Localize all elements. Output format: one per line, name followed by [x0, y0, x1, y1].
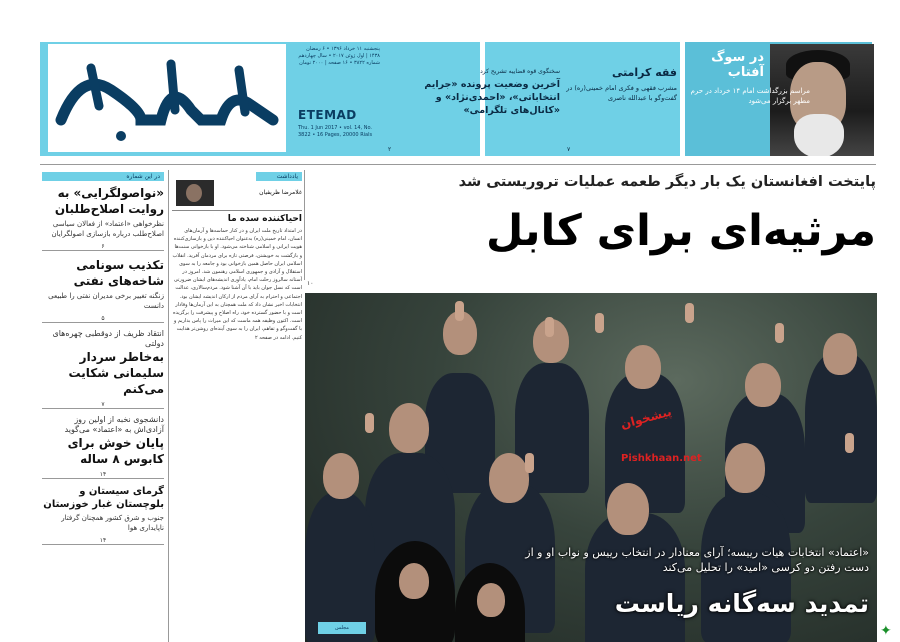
teaser-judiciary[interactable] [388, 68, 560, 153]
teaser-kicker: سخنگوی قوه قضاییه تشریح کرد [480, 68, 560, 75]
sidebar-index [42, 172, 164, 551]
issue-info-fa: پنجشنبه ۱۱ خرداد ۱۳۹۶ • ۶ رمضان ۱۴۳۸ | اول ژوئن ۲۰۱۷ • سال چهاردهم شماره ۳۸۲۲ • ۱۶ صفحه | ۲۰۰۰ تومان [298, 46, 380, 66]
newspaper-logo [48, 44, 286, 152]
sidebar-item-page: ۶ [42, 243, 164, 251]
lead-page-number: ۱۰ [307, 280, 314, 287]
author-avatar [176, 180, 214, 206]
sidebar-header: در این شماره [42, 172, 164, 181]
sidebar-item[interactable] [42, 415, 164, 479]
sidebar-item-title: انتقاد ظریف از دوقطبی چهره‌های دولتی [52, 329, 164, 348]
sidebar-item-page: ۷ [42, 401, 164, 409]
column-body: در امتداد تاریخ ملت ایران و در کنار حماسه‌ها و آرمان‌های انسان، امام خمینی(ره) به‌عنوان احیاکننده دین و بازسازی‌کننده هویت ایرانی و اسلامی شناخته می‌شود. او با بازخوانی سنت‌ها و بازگشت به خویشتن، فرصتی تازه برای مردمان آفرید. انقلاب اسلامی ایران حاصل همین بازخوانی بود و جامعه را به سوی استقلال و آزادی و جمهوری اسلامی رهنمون شد. امروز در آستانه سالروز رحلت امام، یادآوری اندیشه‌های ایشان ضرورتی است که نسل جوان باید با آن آشنا شود. مردم‌سالاری، عدالت اجتماعی و احترام به آرای مردم از ارکان اندیشه ایشان بود. انتخابات اخیر نشان داد که ملت همچنان به این آرمان‌ها وفادار است و با حضور گسترده خود، راه اصلاح و پیشرفت را برگزیده است. اکنون وظیفه همه ماست که این میراث را پاس بداریم و با گفت‌وگو و تفاهم، ایران را به سوی آینده‌ای روشن‌تر هدایت کنیم. ادامه در صفحه ۲ [172, 228, 302, 341]
sidebar-item[interactable] [42, 329, 164, 409]
portrait-caption: مراسم بزرگداشت امام ۱۴ خرداد در حرم مطهر برگزار می‌شود [690, 87, 810, 105]
column-author: غلامرضا ظریفیان [259, 189, 302, 196]
sidebar-item[interactable] [42, 485, 164, 545]
opinion-column [172, 172, 302, 607]
parliament-photo [305, 293, 877, 642]
sidebar-item-page: ۱۴ [42, 471, 164, 479]
sidebar-item-title: دانشجوی نخبه از اولین روز آزادی‌اش به «اعتماد» می‌گوید [64, 415, 164, 434]
watermark-logo: پیشخوان [619, 404, 674, 432]
lead-supra-headline: پایتخت افغانستان یک بار دیگر طعمه عملیات تروریستی شد [458, 174, 876, 190]
sidebar-item-body: پایان خوش برای کابوس ۸ ساله [67, 436, 164, 466]
flag-corner-icon: ✦ [880, 623, 892, 639]
photo-section-tag: مجلس [318, 622, 366, 634]
sidebar-item-page: ۵ [42, 315, 164, 323]
column-title[interactable]: احیاکننده سده ما [172, 210, 302, 224]
logo-calligraphy-icon [51, 50, 283, 146]
sidebar-item-body: به‌خاطر سردار سلیمانی شکایت می‌کنم [68, 350, 164, 396]
column-divider [168, 170, 169, 642]
column-header: یادداشت [256, 172, 302, 181]
teaser-title: آخرین وضعیت پرونده «جرایم انتخاباتی»، «احمدی‌نژاد» و «کانال‌های تلگرامی» [424, 79, 560, 116]
portrait-headline[interactable]: در سوگ آفتاب [711, 50, 764, 80]
sidebar-item-body: نظرخواهی «اعتماد» از فعالان سیاسی اصلاح‌طلب درباره بازسازی اصولگرایان [51, 220, 164, 238]
sidebar-item-title: تکذیب سونامی شاخه‌های نفتی [73, 258, 164, 288]
header-divider [40, 164, 876, 165]
sidebar-item-title: گرمای سیستان و بلوچستان غبار خوزستان [43, 486, 164, 510]
sidebar-item[interactable] [42, 185, 164, 251]
sidebar-item[interactable] [42, 257, 164, 323]
sidebar-item-page: ۱۴ [42, 537, 164, 545]
teaser-kicker: مشرب فقهی و فکری امام خمینی(ره) در گفت‌وگو با عبدالله ناصری [566, 84, 677, 102]
teaser-page-number: ۲ [388, 146, 392, 153]
sidebar-item-body: زنگنه تغییر برخی مدیران نفتی را طبیعی دانست [48, 292, 164, 310]
watermark-url: Pishkhaan.net [621, 453, 702, 464]
lead-headline[interactable]: مرثیه‌ای برای کابل [486, 206, 876, 256]
column-divider [304, 170, 305, 280]
photo-headline[interactable]: تمدید سه‌گانه ریاست [614, 589, 869, 618]
teaser-fiqh[interactable] [555, 66, 677, 153]
teaser-page-number: ۷ [567, 146, 571, 153]
sidebar-item-body: جنوب و شرق کشور همچنان گرفتار ناپایداری هوا [61, 514, 164, 532]
issue-info-en: Thu. 1 Jun 2017 • vol. 14, No. 3822 • 16 Pages, 20000 Rials [298, 125, 373, 138]
latin-title: ETEMAD [298, 108, 357, 122]
teaser-title: فقه کرامتی [611, 66, 677, 79]
photo-caption: «اعتماد» انتخابات هیات رییسه؛ آرای معنادار در انتخاب رییس و نواب او و از دست رفتن دو کرسی «امید» را تحلیل می‌کند [525, 546, 869, 574]
sidebar-item-title: «نواصولگرایی» به روایت اصلاح‌طلبان [54, 186, 164, 216]
